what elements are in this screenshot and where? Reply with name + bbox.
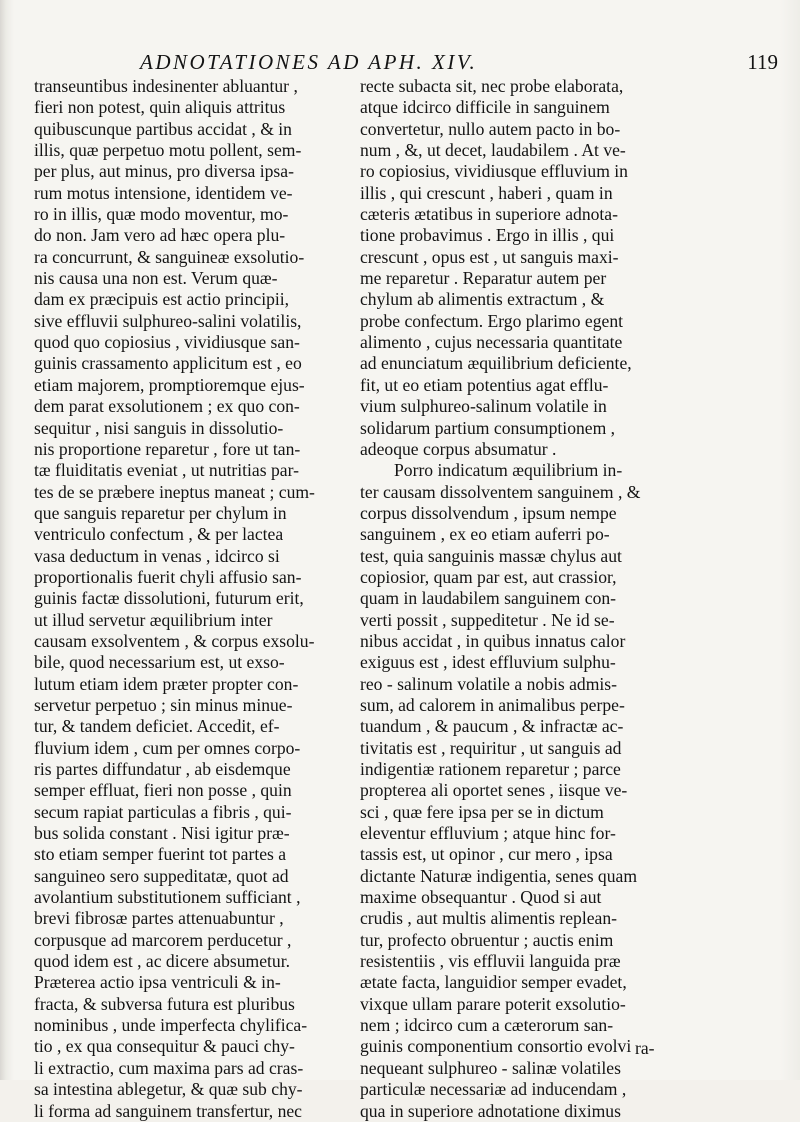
text-line: nominibus , unde imperfecta chylifica-	[34, 1015, 308, 1036]
text-line: fieri non potest, quin aliquis attritus	[34, 97, 286, 118]
text-line: quod idem est , ac dicere absumetur.	[34, 951, 291, 972]
text-line: corpus dissolvendum , ipsum nempe	[360, 502, 617, 523]
text-line: servetur perpetuo ; sin minus minue-	[34, 694, 293, 715]
text-line: ad enunciatum æquilibrium deficiente,	[360, 353, 632, 374]
text-line: exiguus est , idest effluvium sulphu-	[360, 652, 616, 673]
text-line: eleventur effluvium ; atque hinc for-	[360, 823, 616, 844]
text-line: semper effluat, fieri non posse , quin	[34, 780, 292, 801]
text-line: tassis est, ut opinor , cur mero , ipsa	[360, 844, 613, 865]
text-line: propterea ali oportet senes , iisque ve-	[360, 780, 628, 801]
text-line: vixque ullam parare poterit exsolutio-	[360, 993, 626, 1014]
text-line: tivitatis est , requiritur , ut sanguis ad	[360, 737, 622, 758]
text-line: sa intestina ablegetur, & quæ sub chy-	[34, 1079, 303, 1100]
text-line: maxime obsequantur . Quod si aut	[360, 887, 602, 908]
text-line: ris partes diffundatur , ab eisdemque	[34, 759, 291, 779]
text-line: causam exsolventem , & corpus exsolu-	[34, 630, 315, 651]
text-line: corpusque ad marcorem perducetur ,	[34, 929, 292, 950]
text-line: alimento , cujus necessaria quantitate	[360, 332, 623, 353]
text-line: nequeant sulphureo - salinæ volatiles	[360, 1057, 621, 1078]
text-line: probe confectum. Ergo plarimo egent	[360, 310, 624, 331]
text-line: tes de se præbere ineptus maneat ; cum-	[34, 481, 315, 502]
text-line: test, quia sanguinis massæ chylus aut	[360, 545, 622, 566]
left-text-column	[34, 76, 344, 1122]
text-line: resistentiis , vis effluvii languida præ	[360, 951, 621, 972]
text-line: li extractio, cum maxima pars ad cras-	[34, 1057, 304, 1078]
text-line: rum motus intensione, identidem ve-	[34, 182, 293, 203]
text-line: num , &, ut decet, laudabilem . At ve-	[360, 140, 626, 161]
text-line: guinis factæ dissolutioni, futurum erit,	[34, 588, 304, 609]
text-line: indigentiæ rationem reparetur ; parce	[360, 759, 621, 779]
text-line: recte subacta sit, nec probe elaborata,	[360, 76, 624, 96]
text-line: sci , quæ fere ipsa per se in dictum	[360, 801, 604, 822]
text-line: crudis , aut multis alimentis replean-	[360, 908, 617, 929]
text-line: sto etiam semper fuerint tot partes a	[34, 844, 287, 865]
text-line: convertetur, nullo autem pacto in bo-	[360, 118, 621, 139]
text-line: sive effluvii sulphureo-salini volatilis,	[34, 310, 302, 331]
text-line: guinis componentium consortio evolvi	[360, 1036, 632, 1057]
right-text-column	[360, 76, 678, 1122]
text-line: particulæ necessariæ ad inducendam ,	[360, 1079, 627, 1100]
text-line: que sanguis reparetur per chylum in	[34, 502, 287, 523]
text-line: verti possit , suppeditetur . Ne id se-	[360, 609, 615, 630]
text-line: per plus, aut minus, pro diversa ipsa-	[34, 161, 294, 182]
running-title: ADNOTATIONES AD APH. XIV.	[140, 50, 478, 74]
text-line: ro in illis, quæ modo moventur, mo-	[34, 204, 289, 225]
text-line: qua in superiore adnotatione diximus	[360, 1100, 621, 1121]
text-line: cæteris ætatibus in superiore adnota-	[360, 204, 618, 225]
text-line: lutum etiam idem præter propter con-	[34, 673, 299, 694]
text-line: dam ex præcipuis est actio principii,	[34, 289, 290, 310]
text-line: etiam majorem, promptioremque ejus-	[34, 374, 305, 395]
text-line: tur, & tandem deficiet. Accedit, ef-	[34, 716, 280, 737]
text-line: fluvium idem , cum per omnes corpo-	[34, 737, 301, 758]
text-line: copiosior, quam par est, aut crassior,	[360, 566, 617, 587]
text-line: li forma ad sanguinem transfertur, nec	[34, 1100, 302, 1121]
text-line: transeuntibus indesinenter abluantur ,	[34, 76, 298, 96]
page-number: 119	[747, 50, 778, 74]
text-line: nis causa una non est. Verum quæ-	[34, 268, 278, 289]
text-line: illis , qui crescunt , haberi , quam in	[360, 182, 613, 203]
text-line: avolantium substitutionem sufficiant ,	[34, 887, 301, 908]
text-line: tione probavimus . Ergo in illis , qui	[360, 225, 615, 246]
text-line: ætate facta, languidior semper evadet,	[360, 972, 627, 993]
text-line: adeoque corpus absumatur .	[360, 438, 557, 459]
text-line: sanguineo sero suppeditatæ, quot ad	[34, 865, 289, 886]
text-line: tæ fluiditatis eveniat , ut nutritias par-	[34, 460, 299, 481]
text-line: nem ; idcirco cum a cæterorum san-	[360, 1015, 614, 1036]
text-line: reo - salinum volatile a nobis admis-	[360, 673, 618, 694]
text-line: sanguinem , ex eo etiam auferri po-	[360, 524, 610, 545]
text-line: vasa deductum in venas , idcirco si	[34, 545, 280, 566]
text-line: ro copiosius, vividiusque effluvium in	[360, 161, 628, 182]
text-line: me reparetur . Reparatur autem per	[360, 268, 607, 289]
text-line: quibuscunque partibus accidat , & in	[34, 118, 292, 139]
text-line: bus solida constant . Nisi igitur præ-	[34, 823, 290, 844]
text-line: ter causam dissolventem sanguinem , &	[360, 481, 641, 502]
text-line: guinis crassamento applicitum est , eo	[34, 353, 302, 374]
catchword: ra-	[635, 1038, 655, 1058]
text-line: tur, profecto obruentur ; auctis enim	[360, 929, 614, 950]
text-line: chylum ab alimentis extractum , &	[360, 289, 605, 310]
text-line: tuandum , & paucum , & infractæ ac-	[360, 716, 624, 737]
text-line: ventriculo confectum , & per lactea	[34, 524, 284, 545]
text-line: quod quo copiosius , vividiusque san-	[34, 332, 300, 353]
text-line: dem parat exsolutionem ; ex quo con-	[34, 396, 300, 417]
text-line: ra concurrunt, & sanguineæ exsolutio-	[34, 246, 305, 267]
text-line: fit, ut eo etiam potentius agat efflu-	[360, 374, 609, 395]
text-line: sequitur , nisi sanguis in dissolutio-	[34, 417, 284, 438]
text-line: ut illud servetur æquilibrium inter	[34, 609, 273, 630]
text-line: fracta, & subversa futura est pluribus	[34, 993, 295, 1014]
text-line: dictante Naturæ indigentia, senes quam	[360, 865, 638, 886]
text-line: do non. Jam vero ad hæc opera plu-	[34, 225, 286, 246]
page-header	[140, 50, 778, 76]
text-line: Porro indicatum æquilibrium in-	[394, 460, 623, 481]
text-line: atque idcirco difficile in sanguinem	[360, 97, 610, 118]
text-line: solidarum partium consumptionem ,	[360, 417, 616, 438]
text-line: brevi fibrosæ partes attenuabuntur ,	[34, 908, 284, 929]
text-line: proportionalis fuerit chyli affusio san-	[34, 566, 302, 587]
text-line: nis proportione reparetur , fore ut tan-	[34, 438, 301, 459]
text-line: quam in laudabilem sanguinem con-	[360, 588, 617, 609]
text-line: vium sulphureo-salinum volatile in	[360, 396, 607, 417]
text-line: crescunt , opus est , ut sanguis maxi-	[360, 246, 619, 267]
text-line: nibus accidat , in quibus innatus calor	[360, 630, 626, 651]
text-line: tio , ex qua consequitur & pauci chy-	[34, 1036, 295, 1057]
text-line: Præterea actio ipsa ventriculi & in-	[34, 972, 281, 993]
text-line: bile, quod necessarium est, ut exso-	[34, 652, 285, 673]
text-line: illis, quæ perpetuo motu pollent, sem-	[34, 140, 302, 161]
text-line: sum, ad calorem in animalibus perpe-	[360, 694, 625, 715]
text-line: secum rapiat particulas a fibris , qui-	[34, 801, 292, 822]
